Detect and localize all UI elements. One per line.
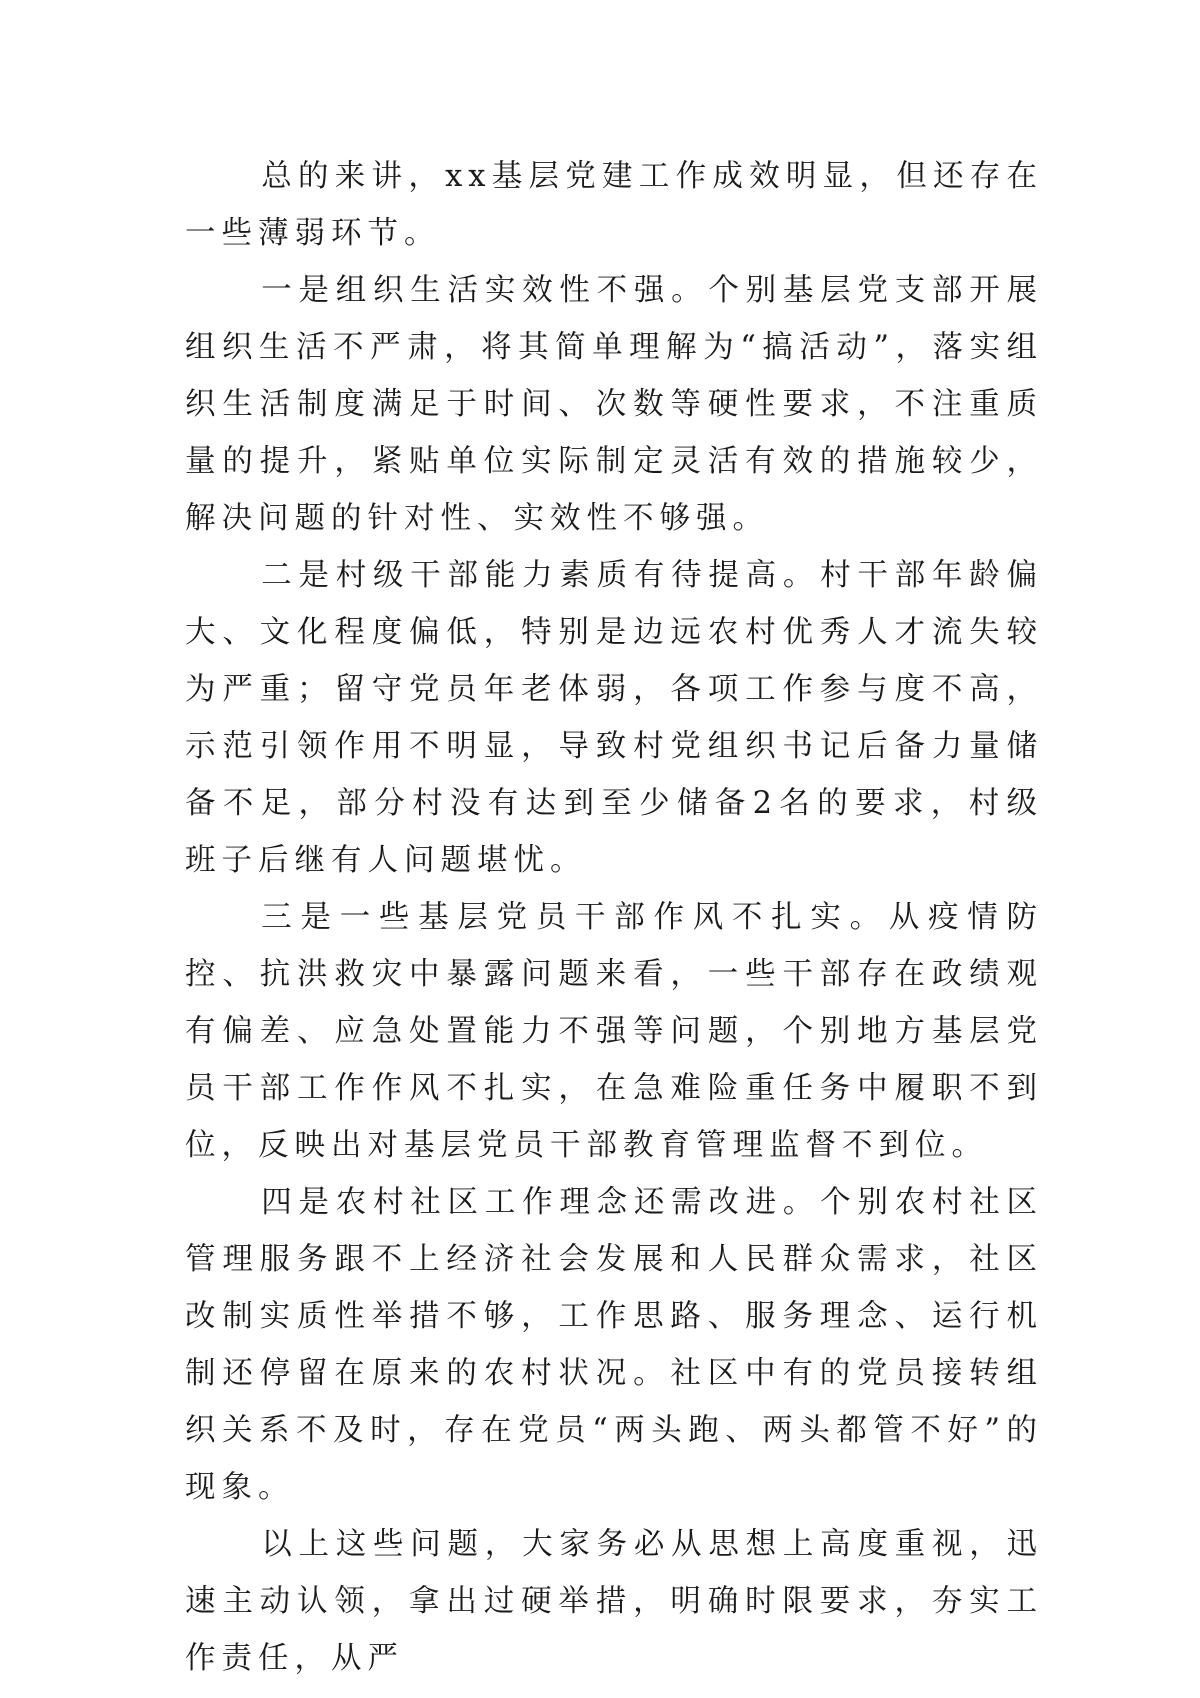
document-body — [185, 148, 1043, 1687]
paragraph-issue-2: 二是村级干部能力素质有待提高。村干部年龄偏大、文化程度偏低，特别是边远农村优秀人才流失较为严重；留守党员年老体弱，各项工作参与度不高，示范引领作用不明显，导致村党组织书记后备力量储备不足，部分村没有达到至少储备2名的要求，村级班子后继有人问题堪忧。 — [185, 558, 1043, 878]
paragraph-issue-3: 三是一些基层党员干部作风不扎实。从疫情防控、抗洪救灾中暴露问题来看，一些干部存在政绩观有偏差、应急处置能力不强等问题，个别地方基层党员干部工作作风不扎实，在急难险重任务中履职不到位，反映出对基层党员干部教育管理监督不到位。 — [185, 900, 1043, 1163]
paragraph-issue-4: 四是农村社区工作理念还需改进。个别农村社区管理服务跟不上经济社会发展和人民群众需求，社区改制实质性举措不够，工作思路、服务理念、运行机制还停留在原来的农村状况。社区中有的党员接转组织关系不及时，存在党员“两头跑、两头都管不好”的现象。 — [185, 1185, 1043, 1505]
paragraph-conclusion: 以上这些问题，大家务必从思想上高度重视，迅速主动认领，拿出过硬举措，明确时限要求，夯实工作责任，从严 — [185, 1527, 1043, 1676]
paragraph-issue-1: 一是组织生活实效性不强。个别基层党支部开展组织生活不严肃，将其简单理解为“搞活动”，落实组织生活制度满足于时间、次数等硬性要求，不注重质量的提升，紧贴单位实际制定灵活有效的措施较少，解决问题的针对性、实效性不够强。 — [185, 273, 1043, 536]
paragraph-summary: 总的来讲，xx基层党建工作成效明显，但还存在一些薄弱环节。 — [185, 159, 1043, 251]
